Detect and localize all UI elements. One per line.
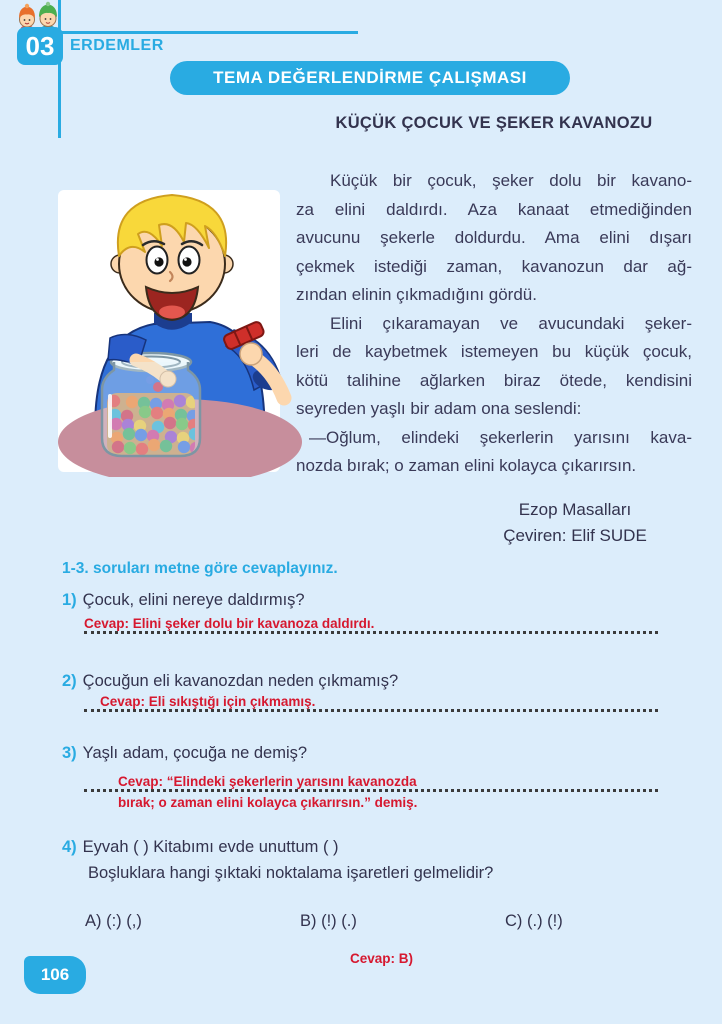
questions-instruction: 1-3. soruları metne göre cevaplayınız. xyxy=(62,560,338,577)
question-4-number: 4) xyxy=(62,838,77,856)
question-1-number: 1) xyxy=(62,591,77,609)
story-line: çekmek istediği zaman, kavanozun dar ağ- xyxy=(296,256,692,276)
story-line: nozda bırak; o zaman elini kolayca çıkarırsın. xyxy=(296,456,637,475)
handwritten-answer-3-line-1: Cevap: “Elindeki şekerlerin yarısını kavanozda xyxy=(118,774,417,789)
question-2-text: Çocuğun eli kavanozdan neden çıkmamış? xyxy=(82,672,399,690)
handwritten-answer-2: Cevap: Eli sıkıştığı için çıkmamış. xyxy=(100,694,316,709)
option-c: C) (.) (!) xyxy=(505,912,563,930)
question-4 xyxy=(62,838,339,857)
story-text xyxy=(296,167,692,481)
question-3 xyxy=(62,744,307,763)
page-number-badge: 106 xyxy=(24,956,86,994)
question-3-text: Yaşlı adam, çocuğa ne demiş? xyxy=(82,744,308,762)
answer-line-3 xyxy=(84,789,658,792)
answer-line-2 xyxy=(84,709,658,712)
story-line: za elini daldırdı. Aza kanaat etmediğinden xyxy=(296,199,692,219)
story-line: seyreden yaşlı bir adam ona seslendi: xyxy=(296,399,582,418)
option-b: B) (!) (.) xyxy=(300,912,357,930)
story-illustration xyxy=(58,190,308,477)
question-4-text-line-2: Boşluklara hangi şıktaki noktalama işaretleri gelmelidir? xyxy=(88,864,494,882)
question-4-text-line-1: Eyvah ( ) Kitabımı evde unuttum ( ) xyxy=(82,838,339,856)
question-1 xyxy=(62,591,305,610)
attribution-translator: Çeviren: Elif SUDE xyxy=(503,526,647,545)
story-line: leri de kaybetmek istemeyen bu küçük çocuk, xyxy=(296,342,692,361)
header-horizontal-rule xyxy=(60,31,358,34)
attribution-source: Ezop Masalları xyxy=(518,500,632,519)
handwritten-answer-3-line-2: bırak; o zaman elini kolayca çıkarırsın.” demiş. xyxy=(118,795,418,810)
story-title: KÜÇÜK ÇOCUK VE ŞEKER KAVANOZU xyxy=(335,114,653,132)
question-3-number: 3) xyxy=(62,744,77,762)
answer-line-1 xyxy=(84,631,658,634)
story-line: —Oğlum, elindeki şekerlerin yarısını kava- xyxy=(309,427,692,447)
header-vertical-rule xyxy=(58,0,61,138)
story-line: Küçük bir çocuk, şeker dolu bir kavano- xyxy=(330,171,692,190)
theme-banner: TEMA DEĞERLENDİRME ÇALIŞMASI xyxy=(170,61,570,95)
story-paragraph-3 xyxy=(296,424,692,481)
option-a: A) (:) (,) xyxy=(85,912,142,930)
question-1-text: Çocuk, elini nereye daldırmış? xyxy=(82,591,305,609)
attribution xyxy=(460,497,690,549)
handwritten-answer-1: Cevap: Elini şeker dolu bir kavanoza daldırdı. xyxy=(84,616,375,631)
story-paragraph-2 xyxy=(296,310,692,424)
unit-number-badge: 03 xyxy=(17,27,63,65)
answer-key: Cevap: B) xyxy=(350,951,414,966)
question-2-number: 2) xyxy=(62,672,77,690)
unit-name: ERDEMLER xyxy=(70,37,164,54)
story-line: kötü talihine ağlarken biraz ötede, kendisini xyxy=(296,370,692,390)
story-paragraph-1 xyxy=(296,167,692,310)
story-line: Elini çıkaramayan ve avucundaki şeker- xyxy=(330,313,692,333)
story-line: zından elinin çıkmadığını gördü. xyxy=(296,285,537,304)
question-2 xyxy=(62,672,398,691)
story-line: avucunu şekerle doldurdu. Ama elini dışarı xyxy=(296,228,692,247)
